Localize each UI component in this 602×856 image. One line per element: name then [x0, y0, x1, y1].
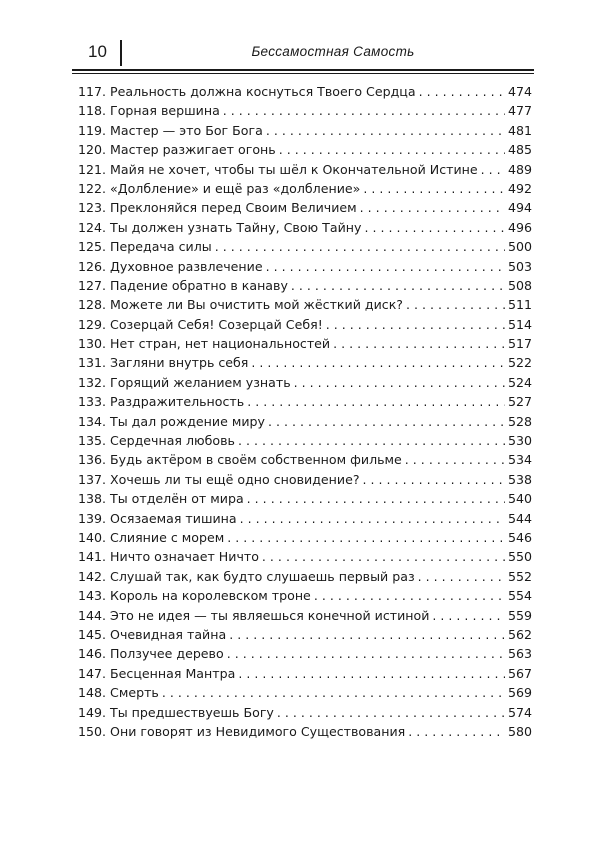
toc-entry-page: 530 [507, 433, 532, 449]
toc-entry [78, 334, 532, 353]
toc-entry-number: 148. [78, 685, 107, 701]
toc-dot-leader [162, 683, 505, 702]
toc-dot-leader [432, 606, 505, 625]
toc-entry-number: 133. [78, 394, 107, 410]
toc-entry-title: Будь актёром в своём собственном фильме [110, 452, 402, 468]
toc-entry-page: 528 [507, 413, 532, 429]
toc-entry-title: Сердечная любовь [110, 433, 235, 449]
toc-entry-title: Ты должен узнать Тайну, Свою Тайну [110, 219, 362, 235]
toc-entry-page: 527 [507, 394, 532, 410]
toc-entry-title: Ты предшествуешь Богу [110, 704, 274, 720]
toc-entry [78, 179, 532, 198]
toc-entry-title: Ползучее дерево [110, 646, 224, 662]
toc-dot-leader [333, 334, 505, 353]
toc-entry-number: 141. [78, 549, 107, 565]
toc-entry-number: 128. [78, 297, 107, 313]
toc-entry-number: 138. [78, 491, 107, 507]
toc-entry-title: Осязаемая тишина [110, 510, 237, 526]
toc-entry-page: 538 [507, 471, 532, 487]
toc-entry [78, 140, 532, 159]
toc-entry-number: 131. [78, 355, 107, 371]
toc-entry-page: 503 [507, 258, 532, 274]
toc-entry-title: Майя не хочет, чтобы ты шёл к Окончательной Истине [110, 161, 478, 177]
toc-entry-number: 117. [78, 84, 107, 99]
toc-entry [78, 644, 532, 663]
toc-entry-title: Ты дал рождение миру [110, 413, 265, 429]
toc-entry [78, 257, 532, 276]
header-separator [120, 40, 122, 66]
toc-entry [78, 664, 532, 683]
toc-dot-leader [238, 431, 505, 450]
toc-entry-title: Мастер — это Бог Бога [110, 122, 263, 138]
toc-entry-page: 485 [507, 142, 532, 158]
toc-entry-title: Слушай так, как будто слушаешь первый раз [110, 568, 415, 584]
toc-entry-number: 121. [78, 161, 107, 177]
table-of-contents [78, 82, 532, 741]
toc-entry-title: Созерцай Себя! Созерцай Себя! [110, 316, 323, 332]
toc-entry-page: 508 [507, 277, 532, 293]
toc-entry-number: 124. [78, 219, 107, 235]
toc-entry-number: 147. [78, 665, 107, 681]
toc-entry-number: 134. [78, 413, 107, 429]
toc-entry-title: Они говорят из Невидимого Существования [110, 723, 406, 739]
toc-dot-leader [405, 450, 505, 469]
toc-entry [78, 373, 532, 392]
toc-entry-number: 132. [78, 374, 107, 390]
toc-entry-number: 142. [78, 568, 107, 584]
toc-entry-number: 135. [78, 433, 107, 449]
toc-dot-leader [418, 567, 505, 586]
toc-entry [78, 237, 532, 256]
toc-entry [78, 509, 532, 528]
toc-dot-leader [481, 160, 505, 179]
toc-entry-page: 496 [507, 219, 532, 235]
toc-entry [78, 489, 532, 508]
toc-entry-page: 481 [507, 122, 532, 138]
toc-entry-number: 137. [78, 471, 107, 487]
toc-entry-number: 122. [78, 180, 107, 196]
toc-dot-leader [363, 470, 505, 489]
toc-dot-leader [291, 276, 505, 295]
toc-entry-page: 554 [507, 588, 532, 604]
toc-entry [78, 586, 532, 605]
toc-entry [78, 722, 532, 741]
toc-entry-page: 514 [507, 316, 532, 332]
toc-dot-leader [408, 722, 505, 741]
toc-entry [78, 567, 532, 586]
toc-entry-page: 569 [507, 685, 532, 701]
toc-entry-page: 540 [507, 491, 532, 507]
toc-entry-title: Мастер разжигает огонь [110, 142, 276, 158]
toc-entry-number: 136. [78, 452, 107, 468]
toc-entry-page: 546 [507, 529, 532, 545]
header-rule-thick [72, 69, 534, 71]
toc-entry [78, 392, 532, 411]
toc-entry [78, 450, 532, 469]
toc-entry-page: 559 [507, 607, 532, 623]
toc-entry [78, 683, 532, 702]
toc-entry-number: 139. [78, 510, 107, 526]
toc-entry [78, 412, 532, 431]
toc-entry-page: 567 [507, 665, 532, 681]
toc-entry-page: 492 [507, 180, 532, 196]
toc-entry-title: Хочешь ли ты ещё одно сновидение? [110, 471, 360, 487]
toc-entry-title: Смерть [110, 685, 159, 701]
toc-entry [78, 431, 532, 450]
toc-entry-number: 145. [78, 626, 107, 642]
toc-dot-leader [223, 101, 505, 120]
toc-entry-title: Нет стран, нет национальностей [110, 336, 331, 352]
toc-entry-title: Загляни внутрь себя [110, 355, 249, 371]
toc-entry [78, 528, 532, 547]
page-number: 10 [88, 42, 107, 61]
toc-entry-page: 524 [507, 374, 532, 390]
toc-entry-number: 130. [78, 336, 107, 352]
toc-dot-leader [251, 353, 505, 372]
toc-entry-title: Очевидная тайна [110, 626, 227, 642]
toc-entry [78, 606, 532, 625]
toc-entry [78, 82, 532, 101]
toc-dot-leader [238, 664, 505, 683]
toc-dot-leader [406, 295, 505, 314]
toc-entry-number: 146. [78, 646, 107, 662]
page-header [72, 36, 534, 68]
toc-entry-title: Духовное развлечение [110, 258, 263, 274]
toc-entry-page: 494 [507, 200, 532, 216]
toc-entry-number: 119. [78, 122, 107, 138]
toc-dot-leader [247, 489, 505, 508]
toc-entry-page: 580 [507, 723, 532, 739]
toc-entry-page: 500 [507, 239, 532, 255]
toc-entry-number: 149. [78, 704, 107, 720]
toc-entry [78, 547, 532, 566]
toc-entry-page: 552 [507, 568, 532, 584]
toc-entry-title: Король на королевском троне [110, 588, 311, 604]
toc-entry [78, 160, 532, 179]
toc-entry-number: 123. [78, 200, 107, 216]
toc-dot-leader [227, 644, 505, 663]
toc-dot-leader [266, 121, 505, 140]
toc-entry-page: 563 [507, 646, 532, 662]
toc-entry-number: 125. [78, 239, 107, 255]
toc-dot-leader [363, 179, 505, 198]
toc-entry-page: 534 [507, 452, 532, 468]
toc-entry [78, 353, 532, 372]
toc-dot-leader [294, 373, 505, 392]
toc-dot-leader [360, 198, 505, 217]
toc-entry [78, 625, 532, 644]
toc-dot-leader [227, 528, 505, 547]
toc-entry [78, 198, 532, 217]
toc-entry-page: 474 [507, 84, 532, 99]
toc-entry [78, 276, 532, 295]
toc-dot-leader [364, 218, 505, 237]
toc-entry-page: 544 [507, 510, 532, 526]
toc-entry-title: Раздражительность [110, 394, 245, 410]
toc-entry [78, 121, 532, 140]
toc-entry-page: 517 [507, 336, 532, 352]
toc-dot-leader [262, 547, 505, 566]
toc-entry-page: 550 [507, 549, 532, 565]
toc-dot-leader [268, 412, 505, 431]
toc-entry-title: Горная вершина [110, 103, 220, 119]
toc-entry-title: Это не идея — ты являешься конечной истиной [110, 607, 430, 623]
toc-entry-number: 118. [78, 103, 107, 119]
toc-entry [78, 101, 532, 120]
toc-entry-page: 477 [507, 103, 532, 119]
toc-entry-page: 489 [507, 161, 532, 177]
toc-dot-leader [279, 140, 505, 159]
toc-entry-number: 126. [78, 258, 107, 274]
toc-entry [78, 315, 532, 334]
toc-dot-leader [229, 625, 505, 644]
toc-entry-title: «Долбление» и ещё раз «долбление» [110, 180, 361, 196]
running-title: Бессамостная Самость [251, 44, 415, 59]
toc-dot-leader [266, 257, 505, 276]
toc-entry-title: Ничто означает Ничто [110, 549, 259, 565]
toc-dot-leader [247, 392, 505, 411]
toc-dot-leader [240, 509, 505, 528]
toc-entry-number: 143. [78, 588, 107, 604]
toc-entry-page: 522 [507, 355, 532, 371]
toc-entry-title: Падение обратно в канаву [110, 277, 288, 293]
toc-entry-title: Можете ли Вы очистить мой жёсткий диск? [110, 297, 403, 313]
toc-entry-number: 127. [78, 277, 107, 293]
header-rule-thin [72, 73, 534, 74]
toc-entry-title: Горящий желанием узнать [110, 374, 291, 390]
toc-entry-title: Ты отделён от мира [110, 491, 244, 507]
toc-entry-title: Передача силы [110, 239, 212, 255]
toc-entry-number: 150. [78, 723, 107, 739]
toc-entry-page: 562 [507, 626, 532, 642]
toc-entry-page: 511 [507, 297, 532, 313]
toc-entry-number: 120. [78, 142, 107, 158]
toc-entry-number: 140. [78, 529, 107, 545]
toc-entry-title: Слияние с морем [110, 529, 225, 545]
toc-entry [78, 295, 532, 314]
toc-entry-title: Реальность должна коснуться Твоего Сердца [110, 84, 416, 99]
toc-entry-number: 129. [78, 316, 107, 332]
toc-dot-leader [215, 237, 505, 256]
toc-entry [78, 218, 532, 237]
toc-dot-leader [326, 315, 505, 334]
toc-entry-title: Бесценная Мантра [110, 665, 236, 681]
toc-entry [78, 470, 532, 489]
toc-entry [78, 703, 532, 722]
toc-entry-page: 574 [507, 704, 532, 720]
toc-dot-leader [277, 703, 505, 722]
toc-entry-number: 144. [78, 607, 107, 623]
toc-dot-leader [314, 586, 505, 605]
toc-entry-title: Преклоняйся перед Своим Величием [110, 200, 357, 216]
toc-dot-leader [419, 82, 505, 101]
